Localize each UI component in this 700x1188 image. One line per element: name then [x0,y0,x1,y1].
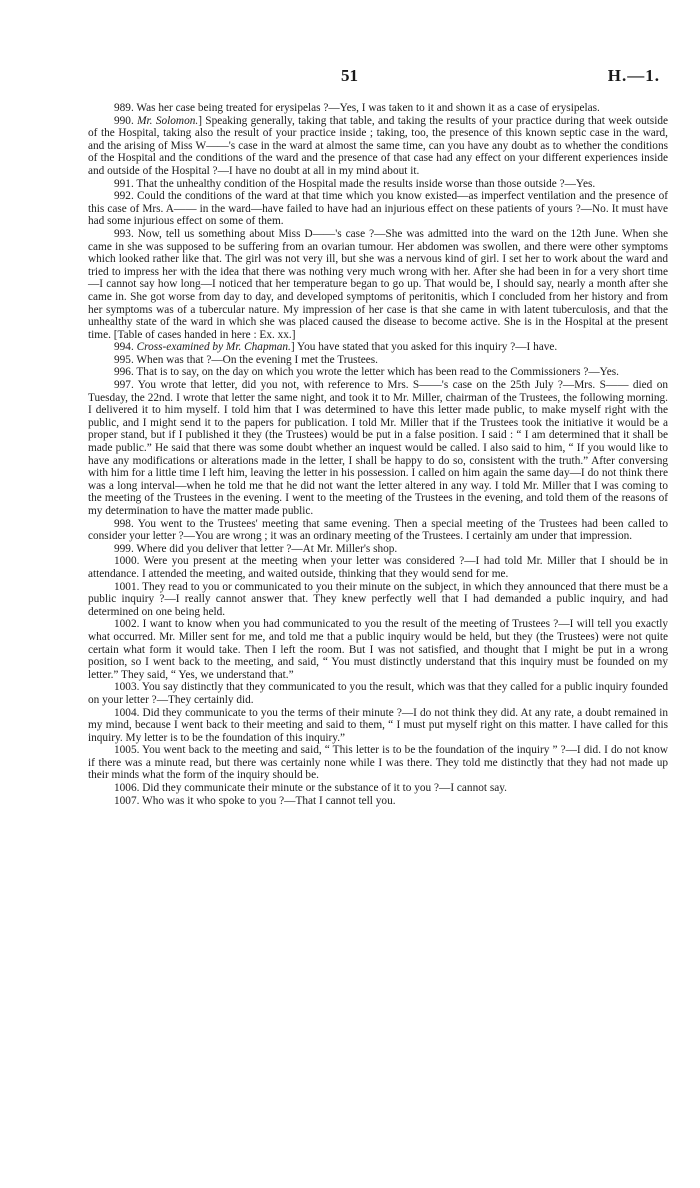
paragraph: 998. You went to the Trustees' meeting that same evening. Then a special meeting of the Trustees had been called to consider your letter ?—You are wrong ; it was an ordinary meeting of the Trustees. I certainly am under that impression. [88,517,668,543]
page-number: 51 [341,66,358,85]
paragraph: 993. Now, tell us something about Miss D——'s case ?—She was admitted into the ward on the 12th June. When she came in she was supposed to be suffering from an ovarian tumour. Her abdomen was swollen, and there were other symptoms which looked rather like that. The girl was not very ill, but she was a nervous kind of girl. I set her to work about the ward and tried to impress her with the idea that there was nothing very much wrong with her. After she had been in for a very short time—I cannot say how long—I noticed that her temperature began to go up. That would be, I should say, nearly a month after she came in. She got worse from day to day, and developed symptoms of peritonitis, which I concluded from her history and from her symptoms was of a tubercular nature. My impression of her case is that she came in with latent tuberculosis, and that the unhealthy state of the ward in which she was placed caused the disease to become active. She is in the Hospital at the present time. [Table of cases handed in here : Ex. xx.] [88,227,668,341]
paragraph: 1000. Were you present at the meeting when your letter was considered ?—I had told Mr. Miller that I should be in attendance. I attended the meeting, and waited outside, thinking that they would send for me. [88,555,668,580]
paragraph: 995. When was that ?—On the evening I met the Trustees. [114,353,378,366]
paragraph: 994. Cross-examined by Mr. Chapman.] You have stated that you asked for this inquiry ?—I have. [114,341,558,354]
paragraph: 1007. Who was it who spoke to you ?—That I cannot tell you. [114,794,396,807]
paragraph: 1001. They read to you or communicated to you their minute on the subject, in which they announced that there must be a public inquiry ?—I really cannot answer that. They knew perfectly well that I had demanded a public inquiry, and had determined on one being held. [88,580,668,618]
paragraph: 996. That is to say, on the day on which you wrote the letter which has been read to the Commissioners ?—Yes. [114,366,619,379]
paragraph: 1004. Did they communicate to you the terms of their minute ?—I do not think they did. At any rate, a doubt remained in my mind, because I went back to their meeting and said to them, “ I must put myself right on this matter. I have called for this inquiry. My letter is to be the foundation of this inquiry.” [88,706,668,744]
paragraph: 1006. Did they communicate their minute or the substance of it to you ?—I cannot say. [114,782,507,795]
paragraph: 1002. I want to know when you had communicated to you the result of the meeting of Trustees ?—I will tell you exactly what occurred. Mr. Miller sent for me, and told me that a public inquiry would be held, but they (the Trustees) were not quite certain what form it would take. Then I left the room. But I was not satisfied, and thought that I might be put in a wrong position, so I went back to the meeting, and said, “ You must distinctly understand that this inquiry must be founded on my letter.” They said, “ Yes, we understand that.” [88,618,668,681]
paragraph: 990. Mr. Solomon.] Speaking generally, taking that table, and taking the results of your practice during that week outside of the Hospital, taking also the result of your practice inside ; taking, too, the presence of this known septic case in the ward, and the arising of Miss W——'s case in the ward at almost the same time, can you have any doubt as to whether the conditions of the Hospital and the conditions of the ward and the presence of that case had any effect on your different experiences inside and outside of the Hospital ?—I have no doubt at all in my mind about it. [88,114,668,177]
paragraph: 1003. You say distinctly that they communicated to you the result, which was that they called for a public inquiry founded on your letter ?—They certainly did. [88,681,668,706]
paragraph: 997. You wrote that letter, did you not, with reference to Mrs. S——'s case on the 25th July ?—Mrs. S—— died on Tuesday, the 22nd. I wrote that letter the same night, and took it to Mr. Miller, chairman of the Trustees, the following morning. I delivered it to him myself. I told him that I was determined to have this letter made public, to make myself right with the public, and I might send it to the papers for publication. I told Mr. Miller that if the Trustees took the initiative it would be a proper stand, but if I published it they (the Trustees) would be put in a false position. I said : “ I am determined that it shall be made public.” He said that there was some doubt whether an inquest would be called. I also said to him, “ If you would like to have any modifications or alterations made in the letter, I shall be happy to do so, consistent with the truth.” After conversing with him for a little time I left him, leaving the letter in his possession. I called on him again the same day—I do not think there was a long interval—when he told me that he did not want the letter altered in any way. I told Mr. Miller that I was coming to the meeting of the Trustees in the evening. I went to the meeting of the Trustees in the evening, and told them of the reasons of my determination to have the matter made public. [88,379,668,517]
paragraph: 1005. You went back to the meeting and said, “ This letter is to be the foundation of the inquiry ” ?—I did. I do not know if there was a minute read, but there was certainly none while I was there. They told me distinctly that they had not made up their minds what the form of the inquiry should be. [88,744,668,782]
paragraph: 999. Where did you deliver that letter ?—At Mr. Miller's shop. [114,542,398,555]
body-text [88,102,668,807]
page-header [0,66,700,90]
paragraph: 992. Could the conditions of the ward at that time which you know existed—as imperfect ventilation and the presence of this case of Mrs. A—— in the ward—have failed to have had an injurious effect on these patients of yours ?—No. It must have had some injurious effect on some of them. [88,190,668,228]
paragraph: 991. That the unhealthy condition of the Hospital made the results inside worse than those outside ?—Yes. [114,177,596,190]
paper-code: H.—1. [607,66,660,85]
paragraph: 989. Was her case being treated for erysipelas ?—Yes, I was taken to it and shown it as a case of erysipelas. [114,102,600,114]
